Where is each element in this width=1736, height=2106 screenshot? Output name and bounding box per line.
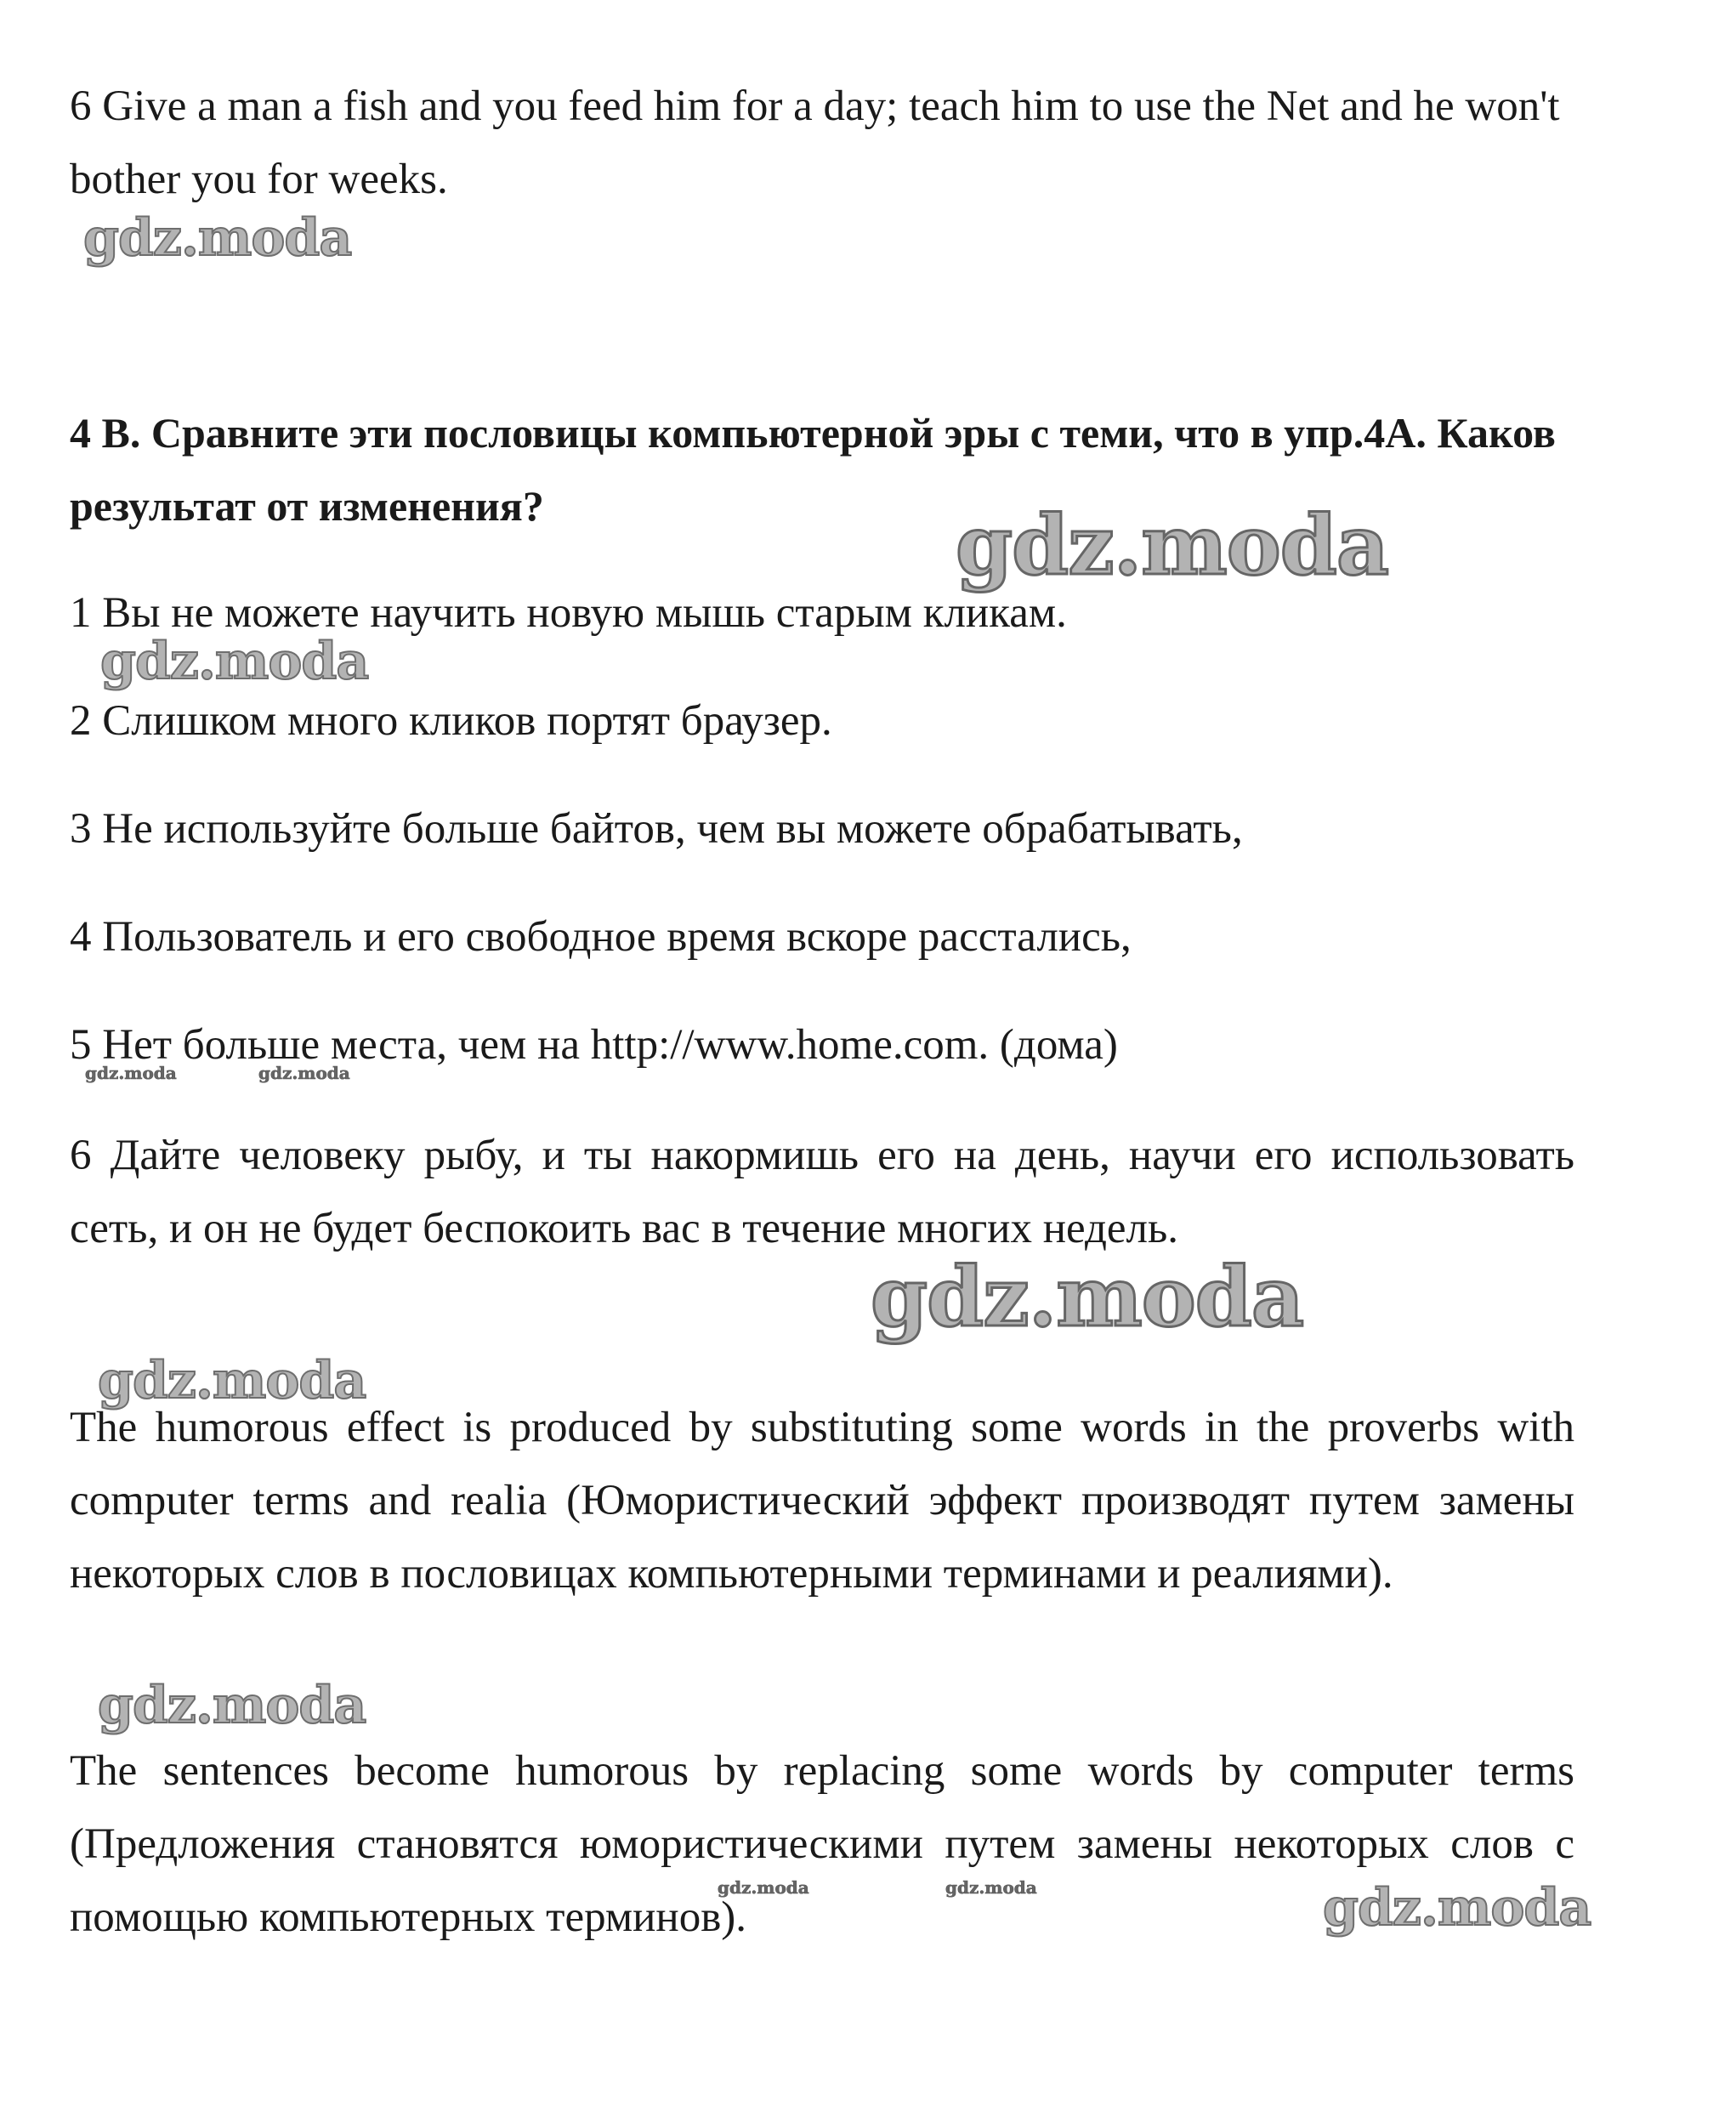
watermark: gdz.moda [718, 1877, 809, 1898]
answer-paragraph-1: The humorous effect is produced by substituting some words in the proverbs with computer terms and realia (Юмористический эффект производят путем замены некоторых слов в пословицах компьютерными терминами и реалиями). [70, 1404, 1574, 1598]
proverb-item-1: 1 Вы не можете научить новую мышь старым кликам. [70, 589, 1067, 637]
proverb-item-5: 5 Нет больше места, чем на http://www.home.com. (дома) [70, 1021, 1118, 1069]
watermark: gdz.moda [83, 208, 352, 268]
watermark: gdz.moda [1323, 1878, 1591, 1938]
watermark: gdz.moda [100, 632, 369, 691]
watermark: gdz.moda [98, 1351, 366, 1411]
proverb-item-2: 2 Слишком много кликов портят браузер. [70, 697, 832, 745]
watermark: gdz.moda [945, 1877, 1037, 1898]
answer-paragraph-2: The sentences become humorous by replacing some words by computer terms (Предложения становятся юмористическими путем замены некоторых слов с помощью компьютерных терминов). [70, 1747, 1574, 1941]
proverb-item-3: 3 Не используйте больше байтов, чем вы можете обрабатывать, [70, 805, 1243, 853]
watermark: gdz.moda [871, 1249, 1304, 1345]
exercise-heading: 4 B. Сравните эти пословицы компьютерной эры с теми, что в упр.4А. Каков результат от изменения? [70, 409, 1556, 530]
watermark: gdz.moda [98, 1676, 366, 1735]
english-proverb-6: 6 Give a man a fish and you feed him for a day; teach him to use the Net and he won't bother you for weeks. [70, 82, 1560, 203]
proverb-item-4: 4 Пользователь и его свободное время вскоре расстались, [70, 913, 1132, 961]
watermark: gdz.moda [258, 1063, 350, 1083]
watermark: gdz.moda [85, 1063, 177, 1083]
watermark: gdz.moda [956, 497, 1389, 593]
proverb-item-6: 6 Дайте человеку рыбу, и ты накормишь его на день, научи его использовать сеть, и он не будет беспокоить вас в течение многих недель. [70, 1132, 1574, 1252]
